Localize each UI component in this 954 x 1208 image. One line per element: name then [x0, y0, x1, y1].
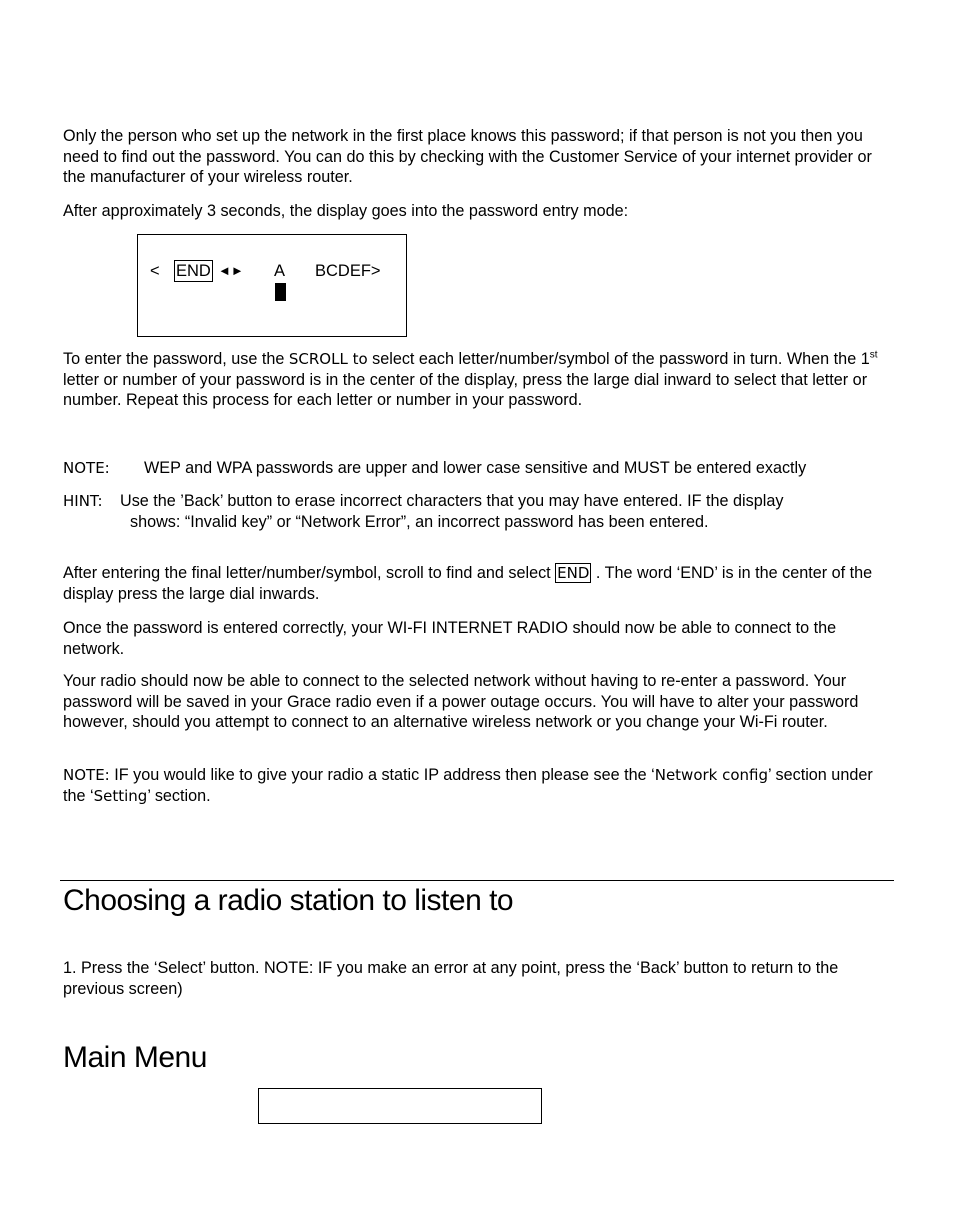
scroll-term: SCROLL to [288, 350, 368, 368]
text: After entering the final letter/number/symbol, scroll to find and select [63, 564, 556, 582]
text: . The word ‘END’ is in the center of the display press the large dial inwards. [63, 564, 873, 603]
text: ’ section. [147, 786, 211, 805]
hint-label: HINT: [63, 492, 103, 510]
case-sensitive-note [63, 458, 807, 478]
text: ’ section under the ‘ [63, 766, 873, 805]
lcd-left-arrow: < [150, 262, 160, 280]
superscript: st [869, 349, 878, 361]
lcd-cursor [275, 283, 286, 301]
lcd-end-option: END [176, 262, 211, 280]
scroll-instructions-paragraph [63, 349, 898, 411]
setting-term: Setting [93, 786, 148, 805]
password-entry-display [137, 234, 407, 337]
static-ip-note [63, 765, 898, 806]
text: To enter the password, use the [63, 350, 289, 368]
section-divider [60, 880, 894, 881]
intro-paragraph: Only the person who set up the network in the first place knows this password; if that person is not you then you need to find out the password. You can do this by checking with the Customer Service of your internet provider or the manufacturer of your wireless router. [63, 127, 872, 186]
hint-text-line-2: shows: “Invalid key” or “Network Error”, an incorrect password has been entered. [130, 512, 709, 531]
text: letter or number of your password is in the center of the display, press the large dial inward to select that letter or number. Repeat this process for each letter or number in your password. [63, 370, 868, 409]
main-menu-heading: Main Menu [63, 1041, 207, 1074]
connect-paragraph: Once the password is entered correctly, your WI-FI INTERNET RADIO should now be able to connect to the network. [63, 619, 837, 658]
text: IF you would like to give your radio a static IP address then please see the ‘ [109, 766, 655, 784]
lcd-current-letter: A [274, 262, 286, 280]
hint-block [63, 491, 784, 531]
password-mode-paragraph: After approximately 3 seconds, the display goes into the password entry mode: [63, 202, 629, 220]
network-config-term: Network config [654, 766, 769, 784]
saved-password-paragraph: Your radio should now be able to connect to the selected network without having to re-enter a password. Your password will be saved in your Grace radio even if a power outage occurs. You will have to alter your password however, should you attempt to connect to an alternative wireless network or you change your Wi-Fi router. [63, 672, 859, 731]
end-selection-paragraph [63, 563, 898, 604]
note-label: NOTE: [63, 766, 110, 784]
note-text: WEP and WPA passwords are upper and lower case sensitive and MUST be entered exactly [144, 459, 807, 477]
choosing-station-heading: Choosing a radio station to listen to [63, 884, 514, 917]
text: select each letter/number/symbol of the password in turn. When the 1 [367, 350, 870, 368]
lcd-nav-arrows: ◄► [218, 263, 244, 278]
step-1-paragraph: 1. Press the ‘Select’ button. NOTE: IF you make an error at any point, press the ‘Back’ button to return to the previous screen) [63, 959, 839, 998]
lcd-next-letters: BCDEF> [315, 262, 381, 280]
main-menu-display [258, 1088, 542, 1124]
note-label: NOTE: [63, 459, 110, 477]
hint-text-line-1: Use the ’Back’ button to erase incorrect characters that you may have entered. IF the display [120, 492, 784, 510]
end-option-inline: END [557, 564, 590, 582]
